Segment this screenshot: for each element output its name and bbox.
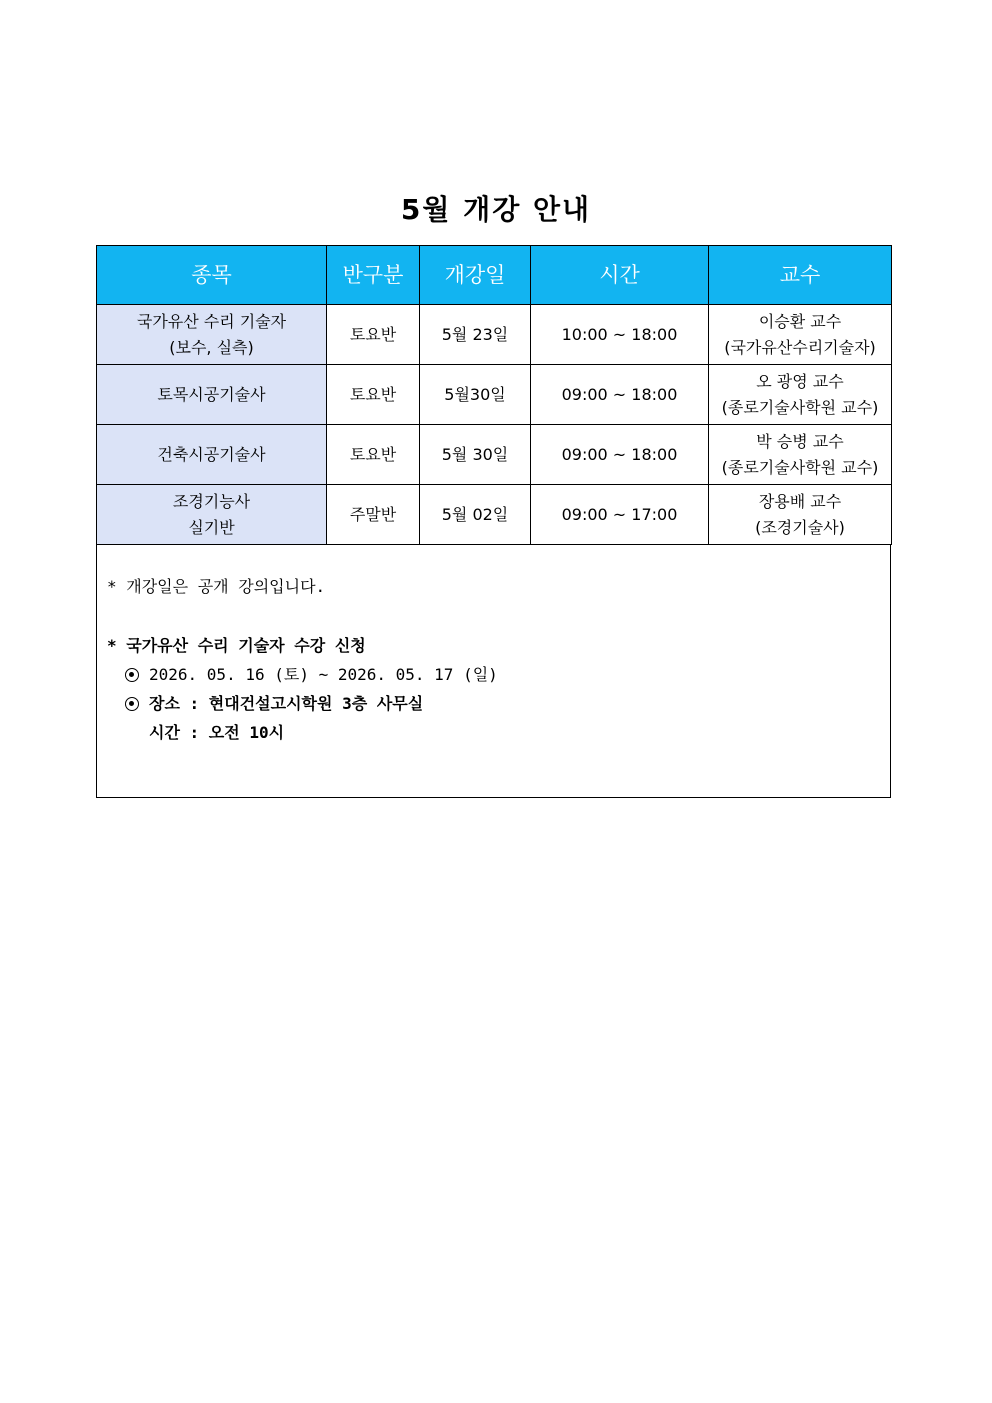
class-cell: 토요반 xyxy=(327,305,420,365)
professor-cell xyxy=(709,305,892,365)
note-registration-heading: * 국가유산 수리 기술자 수강 신청 xyxy=(107,636,366,655)
class-cell: 주말반 xyxy=(327,485,420,545)
header-professor: 교수 xyxy=(709,246,892,305)
professor-cell xyxy=(709,365,892,425)
subject-line: 국가유산 수리 기술자 xyxy=(136,311,287,331)
note-open-lecture: * 개강일은 공개 강의입니다. xyxy=(107,577,326,596)
subject-line: 조경기능사 xyxy=(172,491,251,511)
subject-line: 실기반 xyxy=(188,517,235,537)
professor-affiliation: (조경기술사) xyxy=(755,517,845,537)
professor-name: 오 광영 교수 xyxy=(756,371,844,391)
subject-line: (보수, 실측) xyxy=(169,337,254,357)
page-title: 5월 개강 안내 xyxy=(400,193,592,226)
date-cell: 5월 02일 xyxy=(420,485,531,545)
subject-cell xyxy=(97,305,327,365)
table-header-row xyxy=(97,246,892,305)
professor-cell xyxy=(709,485,892,545)
table-row xyxy=(97,365,892,425)
radio-bullet-icon xyxy=(125,668,139,682)
professor-affiliation: (종로기술사학원 교수) xyxy=(721,397,879,417)
professor-name: 이승환 교수 xyxy=(758,311,842,331)
header-time: 시간 xyxy=(531,246,709,305)
subject-cell xyxy=(97,365,327,425)
professor-cell xyxy=(709,425,892,485)
subject-line: 건축시공기술사 xyxy=(157,444,266,464)
table-row xyxy=(97,485,892,545)
notes-box xyxy=(96,544,891,798)
professor-name: 장용배 교수 xyxy=(758,491,842,511)
note-period-line xyxy=(125,662,498,685)
subject-cell xyxy=(97,485,327,545)
header-class: 반구분 xyxy=(327,246,420,305)
subject-line: 토목시공기술사 xyxy=(157,384,266,404)
class-cell: 토요반 xyxy=(327,365,420,425)
professor-affiliation: (국가유산수리기술자) xyxy=(724,337,876,357)
header-subject: 종목 xyxy=(97,246,327,305)
date-cell: 5월 30일 xyxy=(420,425,531,485)
note-period: 2026. 05. 16 (토) ~ 2026. 05. 17 (일) xyxy=(149,665,498,684)
note-place-line xyxy=(125,691,423,714)
note-time: 시간 : 오전 10시 xyxy=(149,723,285,742)
table-row xyxy=(97,305,892,365)
professor-affiliation: (종로기술사학원 교수) xyxy=(721,457,879,477)
date-cell: 5월 23일 xyxy=(420,305,531,365)
subject-cell xyxy=(97,425,327,485)
schedule-table xyxy=(96,245,892,545)
radio-bullet-icon xyxy=(125,697,139,711)
time-cell: 09:00 ~ 17:00 xyxy=(531,485,709,545)
date-cell: 5월30일 xyxy=(420,365,531,425)
professor-name: 박 승병 교수 xyxy=(756,431,844,451)
table-row xyxy=(97,425,892,485)
time-cell: 09:00 ~ 18:00 xyxy=(531,425,709,485)
time-cell: 10:00 ~ 18:00 xyxy=(531,305,709,365)
time-cell: 09:00 ~ 18:00 xyxy=(531,365,709,425)
note-place: 장소 : 현대건설고시학원 3층 사무실 xyxy=(149,694,424,713)
class-cell: 토요반 xyxy=(327,425,420,485)
header-start-date: 개강일 xyxy=(420,246,531,305)
